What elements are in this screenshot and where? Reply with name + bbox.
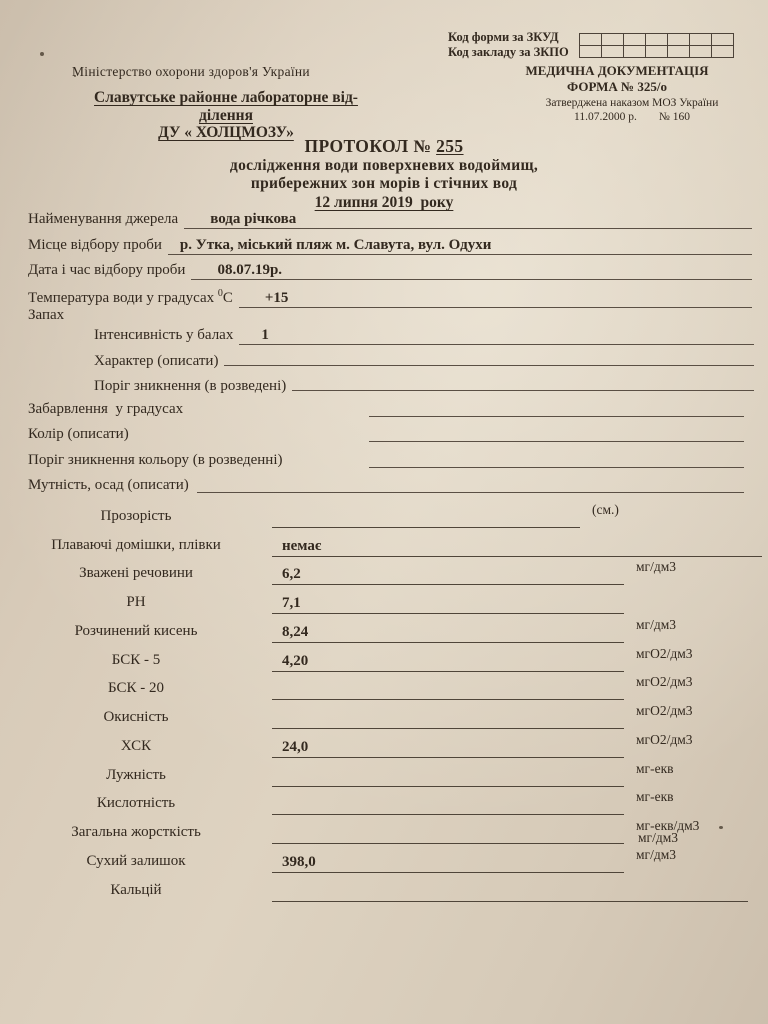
field-label — [28, 288, 233, 307]
laboratory-department-block — [24, 89, 428, 142]
measurement-unit: мг-екв — [636, 789, 674, 805]
measurement-value-line — [272, 585, 624, 614]
department-line-1: Славутське районне лабораторне від- — [94, 89, 358, 106]
measurement-row-floating-impurities — [0, 528, 768, 557]
approved-line-1: Затверджена наказом МОЗ України — [545, 97, 719, 109]
measurement-row-bod5 — [0, 643, 768, 672]
field-value-line — [369, 467, 744, 468]
measurement-row-acidity — [0, 787, 768, 816]
medical-documentation-block — [472, 63, 762, 94]
measurement-unit: мг/дм3 — [638, 829, 678, 845]
measurement-label: Плаваючі домішки, плівки — [51, 536, 221, 553]
measurement-row-alkalinity — [0, 758, 768, 787]
code-grid-cell — [623, 46, 645, 58]
measurement-value: 24,0 — [282, 738, 309, 755]
protocol-title — [0, 136, 768, 157]
code-grid-cell — [711, 46, 733, 58]
code-org-label: Код закладу за ЗКПО — [448, 45, 569, 59]
measurement-label: ХСК — [120, 737, 152, 754]
field-label: Характер (описати) — [94, 352, 219, 369]
meddoc-line-2: ФОРМА № 325/о — [567, 78, 667, 94]
field-row-smell-threshold — [94, 378, 754, 404]
measurement-row-bod20 — [0, 672, 768, 701]
approved-line-2 — [497, 110, 767, 124]
measurement-value — [272, 698, 282, 699]
measurement-label: РН — [126, 594, 146, 610]
code-grid-cell — [601, 34, 623, 46]
measurement-row-transparency — [0, 499, 768, 528]
measurement-unit: (см.) — [592, 501, 619, 517]
title-subtitle-1: дослідження води поверхневих водоймищ, — [229, 157, 539, 174]
protocol-date: 12 липня 2019 року — [314, 194, 454, 211]
field-row-smell-character — [94, 353, 754, 379]
measurement-value: немає — [282, 537, 322, 554]
measurement-value: 6,2 — [282, 566, 301, 583]
title-block — [0, 136, 768, 212]
field-row-color-describe — [28, 426, 744, 451]
field-row-source-name — [28, 211, 752, 237]
field-value-line — [197, 492, 744, 493]
code-grid-cell — [623, 34, 645, 46]
measurement-value-line — [272, 643, 624, 672]
measurement-label: БСК - 20 — [107, 680, 164, 697]
field-value: вода річкова — [210, 211, 297, 227]
field-label: Забарвлення у градусах — [28, 401, 184, 417]
field-label: Найменування джерела — [28, 211, 179, 227]
ministry-line: Міністерство охорони здоров'я України — [72, 64, 310, 79]
measurement-value — [272, 727, 282, 728]
measurement-unit: мг/дм3 — [636, 846, 676, 862]
field-row-water-temperature — [28, 288, 752, 314]
measurement-value-line — [272, 672, 624, 701]
field-label: Поріг зникнення кольору (в розведенні) — [28, 451, 283, 468]
field-value-line — [239, 290, 752, 308]
field-label: Мутність, осад (описати) — [28, 477, 189, 494]
measurement-unit: мгО2/дм3 — [636, 674, 693, 690]
measurement-value-line — [272, 815, 624, 844]
code-grid-cell — [689, 34, 711, 46]
measurement-value-line — [272, 787, 624, 816]
paper-speck — [40, 52, 44, 56]
code-grid-cell — [579, 46, 601, 58]
measurement-label: Кальцій — [110, 881, 162, 898]
field-value-line — [168, 237, 752, 255]
measurement-row-suspended-solids — [0, 557, 768, 586]
measurement-value — [272, 526, 282, 527]
code-form-label: Код форми за ЗКУД — [448, 30, 559, 44]
approved-date: 11.07.2000 р. — [574, 111, 637, 123]
measurement-value — [272, 842, 282, 843]
measurement-value: 4,20 — [282, 652, 309, 669]
code-grid-cell — [645, 34, 667, 46]
code-grid-cell — [601, 46, 623, 58]
measurement-label: БСК - 5 — [111, 651, 161, 668]
meddoc-line-1: МЕДИЧНА ДОКУМЕНТАЦІЯ — [525, 63, 709, 78]
code-grid-cell — [689, 46, 711, 58]
measurement-unit: мгО2/дм3 — [636, 731, 693, 747]
measurement-value: 7,1 — [282, 595, 301, 611]
approval-block — [497, 96, 767, 124]
measurement-row-ph — [0, 585, 768, 614]
measurement-value — [272, 785, 282, 786]
code-grid — [579, 33, 734, 58]
measurement-unit: мг/дм3 — [636, 559, 676, 575]
measurement-value-line — [272, 873, 748, 902]
measurement-value-line — [272, 758, 624, 787]
field-label: Інтенсивність у балах — [94, 327, 234, 343]
measurement-unit: мгО2/дм3 — [636, 645, 693, 661]
measurement-label: Розчинений кисень — [74, 622, 198, 639]
measurement-unit: мгО2/дм3 — [636, 703, 693, 718]
code-grid-cell — [645, 46, 667, 58]
field-label-suffix: С — [222, 289, 233, 306]
measurement-value-line — [272, 700, 624, 729]
measurement-label: Загальна жорсткість — [71, 824, 201, 840]
smell-rows — [94, 327, 754, 404]
field-value: +15 — [264, 289, 289, 306]
field-value-line — [191, 262, 752, 280]
measurement-value-line — [272, 614, 624, 643]
measurement-label: Прозорість — [100, 507, 172, 524]
measurement-label: Лужність — [106, 766, 166, 783]
code-labels — [448, 30, 569, 60]
measurement-rows — [0, 499, 768, 902]
field-label: Місце відбору проби — [28, 236, 162, 253]
field-value: 1 — [261, 327, 269, 343]
field-value-line — [224, 365, 754, 366]
field-value-line — [184, 211, 752, 229]
measurement-label: Окисність — [103, 709, 169, 725]
field-value-line — [239, 327, 754, 345]
protocol-title-prefix: ПРОТОКОЛ № — [304, 136, 432, 156]
field-label: Дата і час відбору проби — [28, 262, 186, 278]
field-row-sampling-place — [28, 237, 752, 263]
measurement-value-line — [272, 557, 624, 586]
measurement-label: Сухий залишок — [86, 852, 186, 869]
code-grid-cell — [667, 34, 689, 46]
measurement-value — [272, 813, 282, 814]
field-value-line — [292, 390, 754, 391]
field-row-sampling-datetime — [28, 262, 752, 288]
code-grid-cell — [711, 34, 733, 46]
department-line-2: ділення — [199, 106, 253, 124]
field-row-smell-intensity — [94, 327, 754, 353]
measurement-value-line — [272, 528, 762, 557]
smell-section-label: Запах — [28, 307, 65, 323]
appearance-rows — [28, 401, 744, 503]
title-subtitle-2: прибережних зон морів і стічних вод — [250, 175, 518, 192]
measurement-row-cod — [0, 729, 768, 758]
measurement-value-line — [272, 729, 624, 758]
degree-superscript: 0 — [217, 287, 223, 299]
approved-number: № 160 — [658, 111, 690, 123]
measurement-unit: мг/дм3 — [636, 616, 676, 632]
field-label: Колір (описати) — [28, 426, 129, 443]
measurement-value-line — [272, 844, 624, 873]
measurement-row-dissolved-oxygen — [0, 614, 768, 643]
measurement-unit: мг-екв/дм3 — [636, 818, 700, 833]
field-value: р. Утка, міський пляж м. Славута, вул. Одухи — [179, 236, 492, 253]
department-line-3: ДУ « ХОЛЦМОЗУ» — [158, 124, 294, 141]
measurement-label: Кислотність — [96, 795, 176, 812]
measurement-label: Зважені речовини — [79, 565, 193, 582]
field-value-line — [369, 416, 744, 417]
measurement-row-oxidability — [0, 700, 768, 729]
field-value-line — [369, 441, 744, 442]
code-grid-cell — [667, 46, 689, 58]
field-row-color-threshold — [28, 452, 744, 477]
measurement-value: 398,0 — [282, 853, 316, 870]
measurement-value — [272, 900, 282, 901]
field-label: Поріг зникнення (в розведені) — [94, 378, 287, 394]
measurement-value-line — [272, 499, 580, 528]
field-value: 08.07.19р. — [217, 262, 283, 278]
measurement-unit: мг-екв — [636, 760, 674, 776]
general-fields — [28, 211, 752, 313]
code-grid-cell — [579, 34, 601, 46]
measurement-value: 8,24 — [282, 623, 309, 640]
form-codes-block — [448, 30, 734, 60]
field-row-coloration-degrees — [28, 401, 744, 426]
protocol-number: 255 — [436, 136, 464, 156]
field-label-text: Температура води у градусах — [28, 289, 218, 306]
